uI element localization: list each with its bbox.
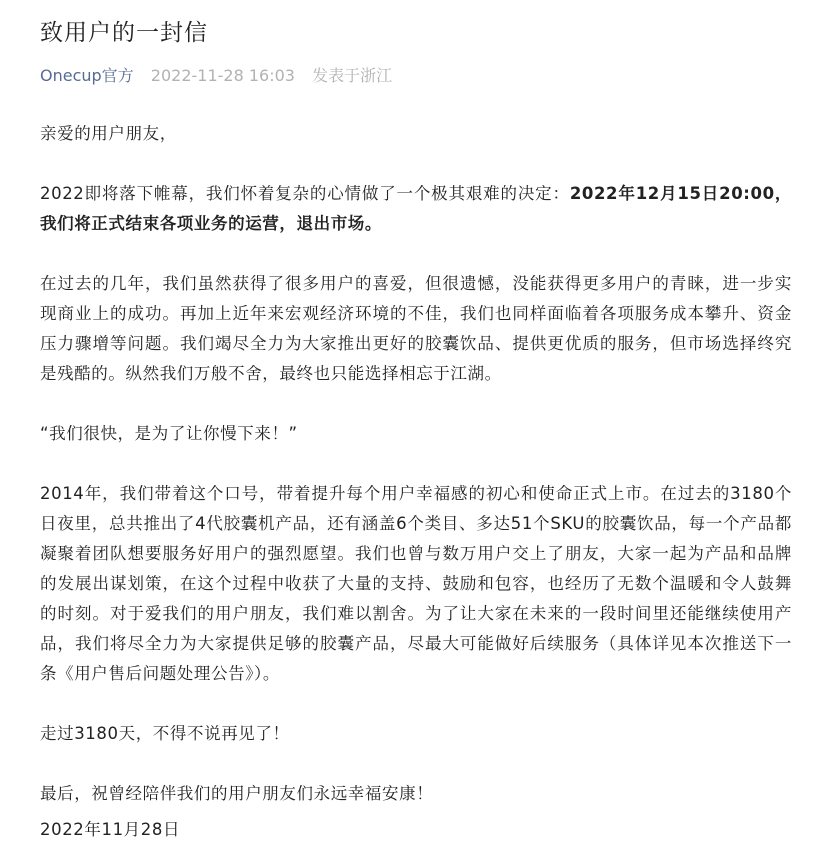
slogan-paragraph: “我们很快，是为了让你慢下来！” [40,424,298,443]
farewell-paragraph: 走过3180天，不得不说再见了！ [40,724,290,743]
signature-date: 2022年11月28日 [40,820,181,839]
article-body [40,119,792,839]
publish-date: 2022-11-28 16:03 [150,66,295,85]
account-name-link[interactable]: Onecup官方 [40,66,134,85]
article-title: 致用户的一封信 [40,20,208,46]
publish-location: 发表于浙江 [312,66,393,85]
announcement-text: 2022即将落下帷幕，我们怀着复杂的心情做了一个极其艰难的决定： [40,184,570,203]
article-meta [40,65,392,87]
announcement-emphasis: 2022年12月15日20:00，我们将正式结束各项业务的运营，退出市场。 [40,184,792,233]
greeting-paragraph: 亲爱的用户朋友， [40,124,177,143]
reason-paragraph: 在过去的几年，我们虽然获得了很多用户的喜爱，但很遗憾，没能获得更多用户的青睐，进一步实现商业上的成功。再加上近年来宏观经济环境的不佳，我们也同样面临着各项服务成本攀升、资金压力骤增等问题。我们竭尽全力为大家推出更好的胶囊饮品、提供更优质的服务，但市场选择终究是残酷的。纵然我们万般不舍，最终也只能选择相忘于江湖。 [40,274,792,383]
closing-paragraph: 最后，祝曾经陪伴我们的用户朋友们永远幸福安康！ [40,784,434,803]
history-paragraph: 2014年，我们带着这个口号，带着提升每个用户幸福感的初心和使命正式上市。在过去的3180个日夜里，总共推出了4代胶囊机产品，还有涵盖6个类目、多达51个SKU的胶囊饮品，每一个产品都凝聚着团队想要服务好用户的强烈愿望。我们也曾与数万用户交上了朋友，大家一起为产品和品牌的发展出谋划策，在这个过程中收获了大量的支持、鼓励和包容，也经历了无数个温暖和令人鼓舞的时刻。对于爱我们的用户朋友，我们难以割舍。为了让大家在未来的一段时间里还能继续使用产品，我们将尽全力为大家提供足够的胶囊产品，尽最大可能做好后续服务（具体详见本次推送下一条《用户售后问题处理公告》）。 [40,484,792,683]
announcement-paragraph [40,179,792,239]
